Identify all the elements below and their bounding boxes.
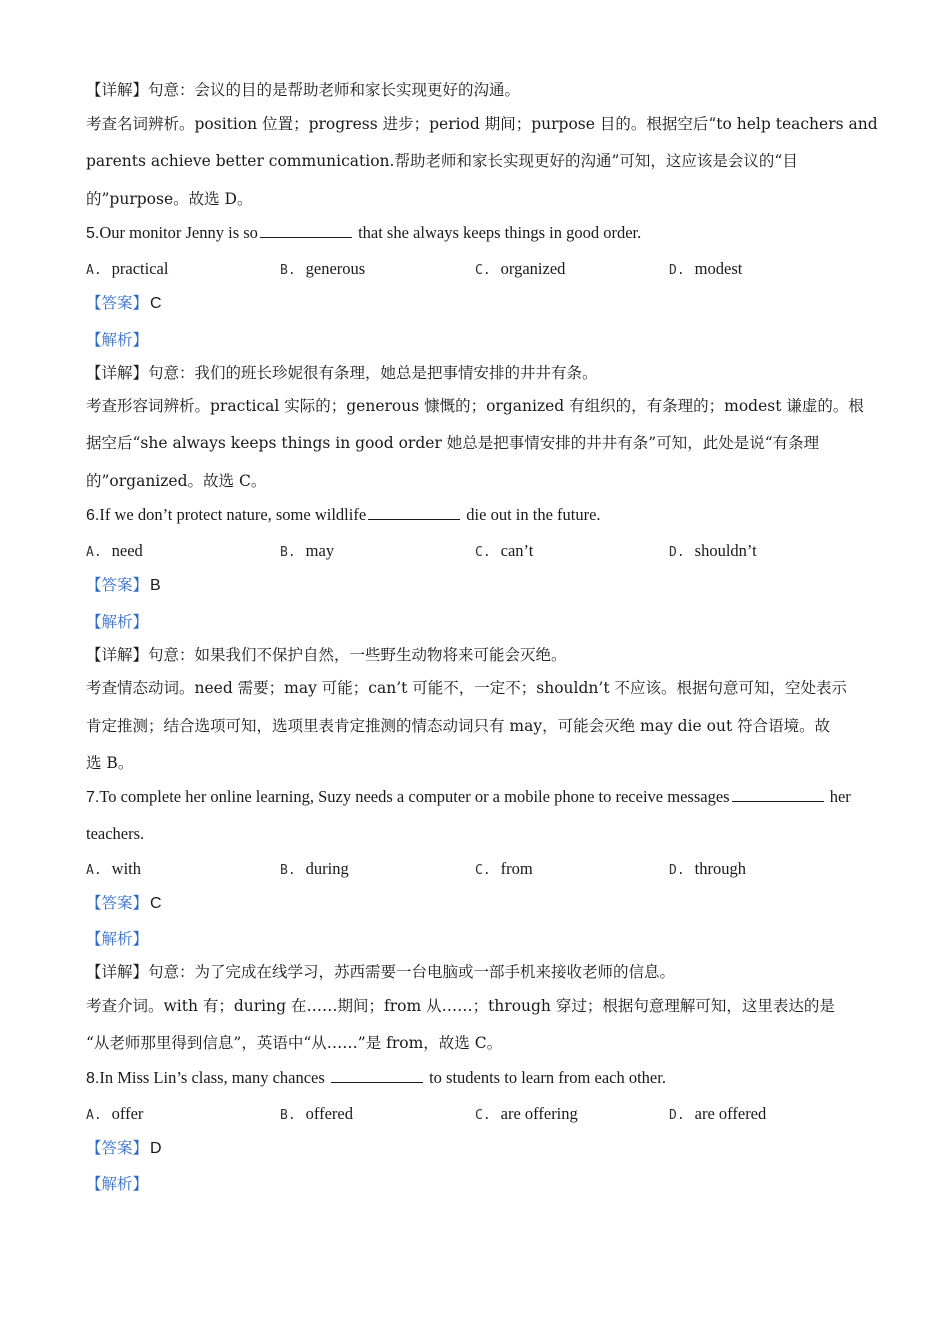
answer-tag: 【答案】: [86, 576, 149, 594]
detail-line: 【详解】句意：会议的目的是帮助老师和家长实现更好的沟通。: [86, 81, 521, 99]
answer-blank: [331, 1068, 423, 1083]
answer-tag: 【答案】: [86, 294, 149, 312]
option-d: D. shouldn’t: [669, 541, 757, 560]
analysis-tag: 【解析】: [86, 1175, 149, 1193]
answer-line: [86, 575, 866, 596]
detail-line: 考查形容词辨析。practical 实际的；generous 慷慨的；organized 有组织的，有条理的；modest 谦虚的。根: [86, 397, 864, 415]
option-d: D. through: [669, 859, 746, 878]
detail-line: 据空后“she always keeps things in good order 她总是把事情安排的井井有条”可知，此处是说“有条理: [86, 434, 820, 452]
question-stem: [86, 787, 866, 808]
answer-value: B: [150, 577, 161, 594]
stem-text: to students to learn from each other.: [424, 1068, 666, 1087]
option-c: C. can’t: [475, 541, 534, 560]
option-d: D. modest: [669, 259, 743, 278]
stem-text: If we don’t protect nature, some wildlife: [99, 505, 367, 524]
option-a: A. need: [86, 541, 143, 560]
answer-value: C: [150, 895, 162, 912]
detail-line: 选 B。: [86, 754, 134, 772]
answer-line: [86, 293, 866, 314]
option-a: A. with: [86, 859, 141, 878]
option-d: D. are offered: [669, 1104, 767, 1123]
option-b: B. offered: [280, 1104, 353, 1123]
question-stem-continued: teachers.: [86, 824, 145, 843]
answer-line: [86, 1138, 866, 1159]
detail-line: “从老师那里得到信息”，英语中“从……”是 from，故选 C。: [86, 1034, 503, 1052]
option-c: C. are offering: [475, 1104, 578, 1123]
detail-line: parents achieve better communication.帮助老师和家长实现更好的沟通”可知，这应该是会议的“目: [86, 152, 798, 170]
option-b: B. may: [280, 541, 335, 560]
detail-line: 【详解】句意：我们的班长珍妮很有条理，她总是把事情安排的井井有条。: [86, 364, 598, 382]
analysis-tag: 【解析】: [86, 613, 149, 631]
answer-tag: 【答案】: [86, 1139, 149, 1157]
question-number: 7.: [86, 789, 100, 806]
detail-line: 考查名词辨析。position 位置；progress 进步；period 期间；purpose 目的。根据空后“to help teachers and: [86, 115, 878, 133]
stem-text: die out in the future.: [462, 505, 601, 524]
answer-blank: [732, 787, 824, 802]
option-c: C. organized: [475, 259, 566, 278]
detail-line: 肯定推测；结合选项可知，选项里表肯定推测的情态动词只有 may，可能会灭绝 may die out 符合语境。故: [86, 717, 831, 735]
question-stem: [86, 505, 866, 526]
detail-line: 考查介词。with 有；during 在……期间；from 从……；through 穿过；根据句意理解可知，这里表达的是: [86, 997, 835, 1015]
stem-text: her: [825, 787, 851, 806]
analysis-tag: 【解析】: [86, 331, 149, 349]
detail-line: 考查情态动词。need 需要；may 可能；can’t 可能不，一定不；shouldn’t 不应该。根据句意可知，空处表示: [86, 679, 847, 697]
question-number: 6.: [86, 507, 100, 524]
option-a: A. offer: [86, 1104, 144, 1123]
analysis-tag: 【解析】: [86, 930, 149, 948]
stem-text: In Miss Lin’s class, many chances: [99, 1068, 329, 1087]
answer-value: D: [150, 1140, 162, 1157]
question-number: 5.: [86, 225, 100, 242]
answer-blank: [368, 505, 460, 520]
answer-blank: [260, 223, 352, 238]
question-stem: [86, 1068, 866, 1089]
answer-tag: 【答案】: [86, 894, 149, 912]
answer-line: [86, 893, 866, 914]
option-c: C. from: [475, 859, 533, 878]
detail-line: 【详解】句意：为了完成在线学习，苏西需要一台电脑或一部手机来接收老师的信息。: [86, 963, 676, 981]
question-number: 8.: [86, 1070, 100, 1087]
stem-text: To complete her online learning, Suzy needs a computer or a mobile phone to receive messages: [99, 787, 730, 806]
answer-value: C: [150, 295, 162, 312]
option-b: B. generous: [280, 259, 366, 278]
option-a: A. practical: [86, 259, 169, 278]
detail-line: 的”organized。故选 C。: [86, 472, 267, 490]
detail-line: 的”purpose。故选 D。: [86, 190, 253, 208]
stem-text: that she always keeps things in good order.: [353, 223, 642, 242]
option-b: B. during: [280, 859, 349, 878]
question-stem: [86, 223, 866, 244]
detail-line: 【详解】句意：如果我们不保护自然，一些野生动物将来可能会灭绝。: [86, 646, 567, 664]
stem-text: Our monitor Jenny is so: [99, 223, 258, 242]
